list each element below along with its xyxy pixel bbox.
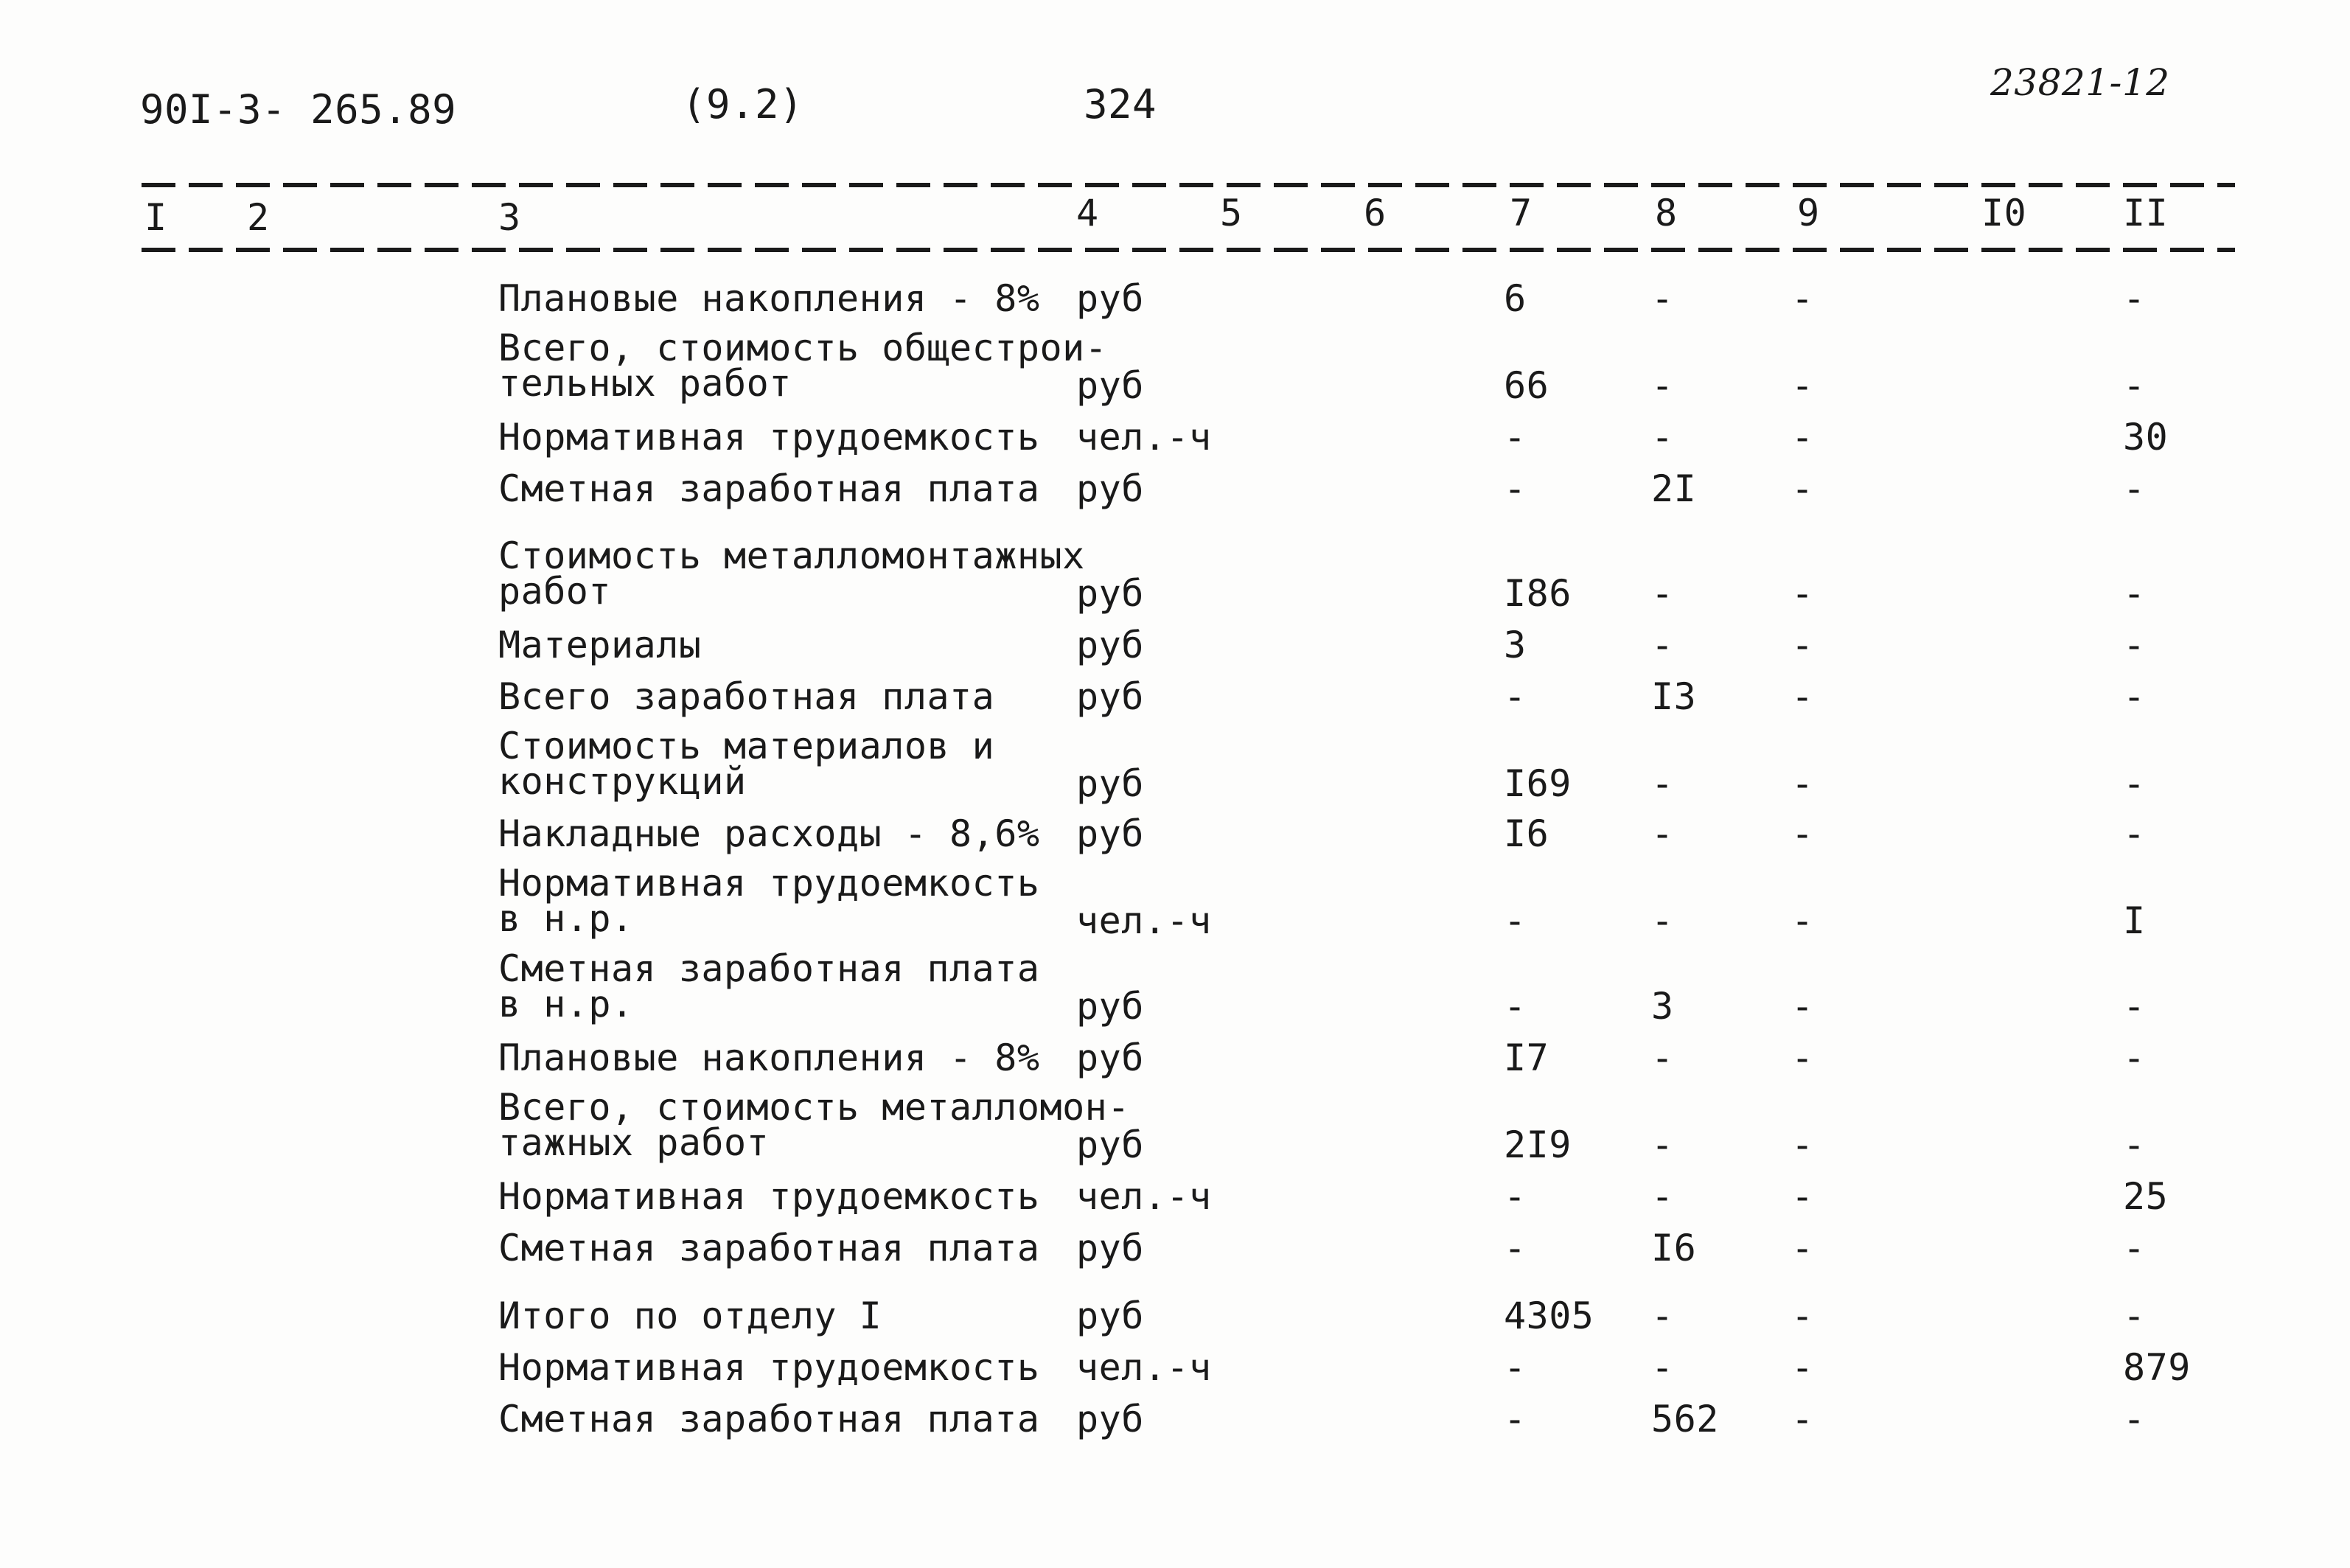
row-unit: руб (1076, 762, 1144, 805)
row-unit: руб (1076, 624, 1144, 666)
row-col8-value: - (1651, 812, 1674, 855)
row-unit: чел.-ч (1076, 416, 1212, 459)
row-col9-value: - (1791, 572, 1814, 615)
row-col11-value: 25 (2123, 1175, 2169, 1218)
row-col11-value: - (2123, 1123, 2146, 1166)
row-item-name: Нормативная трудоемкость (498, 1175, 1040, 1218)
row-col11-value: - (2123, 1295, 2146, 1337)
column-header-6: 6 (1364, 192, 1387, 234)
row-col9-value: - (1791, 1227, 1814, 1269)
row-unit: руб (1076, 1123, 1144, 1166)
row-unit: руб (1076, 1295, 1144, 1337)
row-col9-value: - (1791, 762, 1814, 805)
row-item-name: Нормативная трудоемкость (498, 1346, 1040, 1389)
row-unit: руб (1076, 467, 1144, 510)
row-item-name: Нормативная трудоемкость в н.р. (498, 862, 1040, 940)
column-header-10: I0 (1981, 192, 2027, 234)
row-col9-value: - (1791, 1295, 1814, 1337)
row-col7-value: - (1504, 899, 1527, 942)
row-col11-value: I (2123, 899, 2146, 942)
column-header-5: 5 (1220, 192, 1243, 234)
row-unit: руб (1076, 1227, 1144, 1269)
row-col11-value: - (2123, 675, 2146, 718)
row-item-name: Всего заработная плата (498, 675, 995, 718)
row-item-name: Нормативная трудоемкость (498, 416, 1040, 459)
row-col7-value: I86 (1504, 572, 1572, 615)
row-col8-value: - (1651, 572, 1674, 615)
row-col7-value: 66 (1504, 364, 1549, 407)
row-col11-value: - (2123, 1227, 2146, 1269)
row-col8-value: 562 (1651, 1398, 1719, 1440)
table-rule-top (142, 183, 2235, 187)
row-col7-value: I7 (1504, 1036, 1549, 1079)
row-col9-value: - (1791, 1398, 1814, 1440)
row-unit: руб (1076, 1036, 1144, 1079)
row-col8-value: - (1651, 624, 1674, 666)
row-col7-value: - (1504, 1175, 1527, 1218)
row-col8-value: - (1651, 277, 1674, 320)
row-col11-value: - (2123, 624, 2146, 666)
row-unit: руб (1076, 572, 1144, 615)
row-unit: руб (1076, 812, 1144, 855)
row-col9-value: - (1791, 364, 1814, 407)
row-unit: руб (1076, 675, 1144, 718)
row-unit: руб (1076, 277, 1144, 320)
row-col7-value: - (1504, 416, 1527, 459)
row-col9-value: - (1791, 624, 1814, 666)
row-col11-value: - (2123, 762, 2146, 805)
row-col8-value: I6 (1651, 1227, 1697, 1269)
column-header-9: 9 (1797, 192, 1820, 234)
row-col9-value: - (1791, 812, 1814, 855)
row-item-name: Накладные расходы - 8,6% (498, 812, 1040, 855)
row-item-name: Плановые накопления - 8% (498, 277, 1040, 320)
row-col7-value: I69 (1504, 762, 1572, 805)
row-item-name: Сметная заработная плата (498, 467, 1040, 510)
stamp-number: 23821-12 (1990, 61, 2170, 104)
row-col9-value: - (1791, 1036, 1814, 1079)
column-header-1: I (144, 196, 167, 239)
row-col8-value: - (1651, 416, 1674, 459)
row-item-name: Сметная заработная плата (498, 1398, 1040, 1440)
row-col7-value: 2I9 (1504, 1123, 1572, 1166)
row-col7-value: - (1504, 985, 1527, 1028)
row-col8-value: - (1651, 364, 1674, 407)
row-col8-value: - (1651, 1036, 1674, 1079)
row-item-name: Материалы (498, 624, 702, 666)
row-col7-value: - (1504, 1227, 1527, 1269)
column-header-3: 3 (498, 196, 521, 239)
row-col11-value: - (2123, 1398, 2146, 1440)
row-col8-value: - (1651, 899, 1674, 942)
row-col7-value: I6 (1504, 812, 1549, 855)
row-unit: руб (1076, 1398, 1144, 1440)
row-col11-value: - (2123, 364, 2146, 407)
document-code: 90I-3- 265.89 (140, 86, 457, 133)
row-unit: руб (1076, 985, 1144, 1028)
row-col7-value: - (1504, 1346, 1527, 1389)
row-col8-value: - (1651, 1346, 1674, 1389)
row-col7-value: 6 (1504, 277, 1527, 320)
row-col8-value: - (1651, 762, 1674, 805)
row-col9-value: - (1791, 467, 1814, 510)
row-col9-value: - (1791, 1346, 1814, 1389)
row-item-name: Сметная заработная плата в н.р. (498, 947, 1040, 1025)
row-col9-value: - (1791, 277, 1814, 320)
table-rule-header-bottom (142, 248, 2235, 252)
row-item-name: Плановые накопления - 8% (498, 1036, 1040, 1079)
row-unit: руб (1076, 364, 1144, 407)
row-unit: чел.-ч (1076, 1175, 1212, 1218)
row-col7-value: 3 (1504, 624, 1527, 666)
row-col11-value: - (2123, 985, 2146, 1028)
row-col11-value: 879 (2123, 1346, 2191, 1389)
row-col11-value: - (2123, 572, 2146, 615)
column-header-8: 8 (1655, 192, 1678, 234)
page-number: 324 (1084, 81, 1157, 128)
row-col11-value: - (2123, 812, 2146, 855)
section-number: (9.2) (682, 81, 804, 128)
column-header-11: II (2123, 192, 2169, 234)
row-item-name: Итого по отделу I (498, 1295, 882, 1337)
row-col7-value: - (1504, 675, 1527, 718)
row-col11-value: - (2123, 277, 2146, 320)
row-unit: чел.-ч (1076, 1346, 1212, 1389)
row-col7-value: 4305 (1504, 1295, 1594, 1337)
row-item-name: Всего, стоимость металломон- тажных работ (498, 1086, 1130, 1164)
row-col7-value: - (1504, 467, 1527, 510)
row-col9-value: - (1791, 1123, 1814, 1166)
row-col8-value: - (1651, 1175, 1674, 1218)
row-col8-value: I3 (1651, 675, 1697, 718)
row-item-name: Стоимость материалов и конструкций (498, 725, 995, 803)
row-col8-value: - (1651, 1295, 1674, 1337)
row-col8-value: 3 (1651, 985, 1674, 1028)
row-col7-value: - (1504, 1398, 1527, 1440)
row-col9-value: - (1791, 899, 1814, 942)
row-item-name: Всего, стоимость общестрои- тельных работ (498, 327, 1108, 405)
row-item-name: Сметная заработная плата (498, 1227, 1040, 1269)
column-header-4: 4 (1076, 192, 1099, 234)
row-col8-value: 2I (1651, 467, 1697, 510)
row-col8-value: - (1651, 1123, 1674, 1166)
column-header-2: 2 (247, 196, 270, 239)
row-col11-value: 30 (2123, 416, 2169, 459)
row-col11-value: - (2123, 467, 2146, 510)
column-header-7: 7 (1510, 192, 1533, 234)
row-col9-value: - (1791, 1175, 1814, 1218)
row-item-name: Стоимость металломонтажных работ (498, 534, 1085, 613)
row-col9-value: - (1791, 416, 1814, 459)
row-col9-value: - (1791, 675, 1814, 718)
row-col9-value: - (1791, 985, 1814, 1028)
row-col11-value: - (2123, 1036, 2146, 1079)
row-unit: чел.-ч (1076, 899, 1212, 942)
